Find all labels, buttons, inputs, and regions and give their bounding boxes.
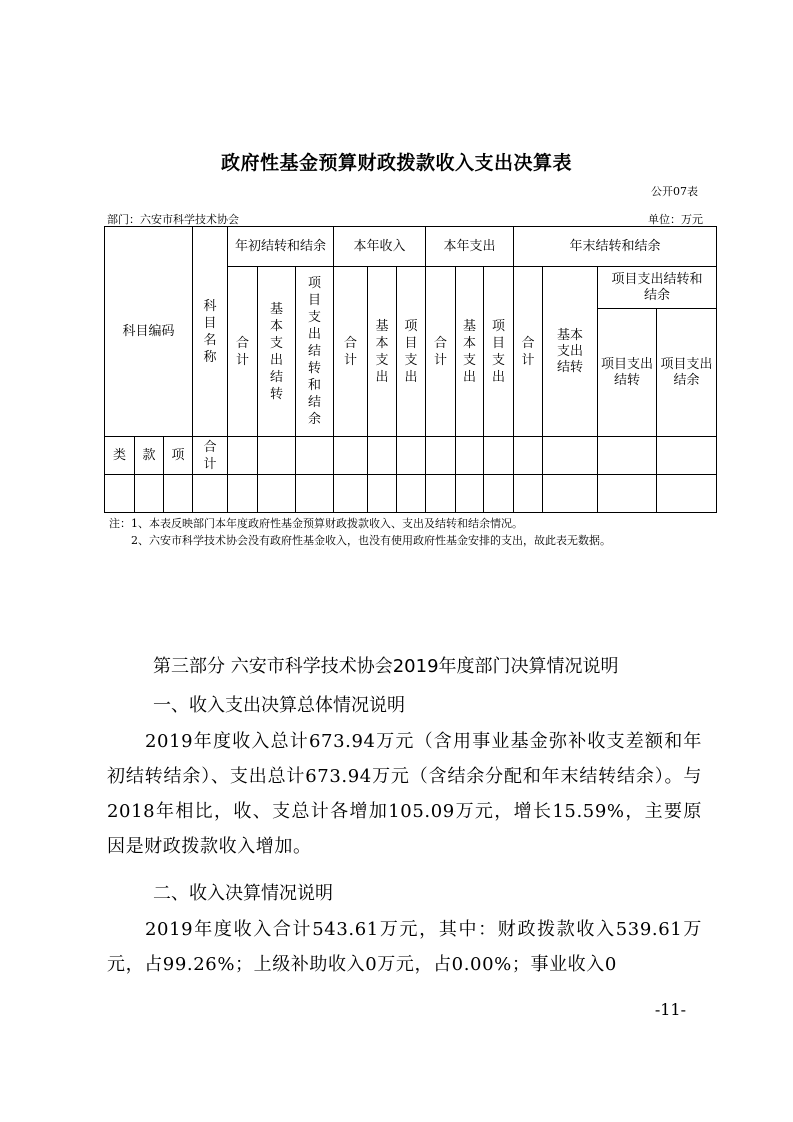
table-cell [193,475,228,513]
form-number: 公开07表 [651,185,698,198]
table-cell [657,475,717,513]
begin-project-carry-surplus: 项目支出结转和结余 [296,267,334,437]
table-cell [426,475,456,513]
table-cell [296,475,334,513]
begin-total: 合计 [228,267,258,437]
department-label: 部门：六安市科学技术协会 [107,213,239,226]
table-cell [228,475,258,513]
table-cell [426,437,456,475]
subsection-title-2: 二、收入决算情况说明 [153,883,333,904]
expense-group-header: 本年支出 [426,227,514,267]
expense-total: 合计 [426,267,456,437]
table-cell [258,475,296,513]
table-cell [514,437,543,475]
table-cell [598,475,657,513]
code-header: 科目编码 [105,227,193,437]
table-cell [164,475,193,513]
table-cell [543,437,598,475]
page-title: 政府性基金预算财政拨款收入支出决算表 [220,152,572,174]
begin-basic-carry: 基本支出结转 [258,267,296,437]
table-cell [484,475,514,513]
end-project-group-header: 项目支出结转和结余 [598,267,717,309]
table-cell [598,437,657,475]
table-cell [368,437,397,475]
table-cell [514,475,543,513]
page-number: -11- [654,1000,686,1019]
income-total: 合计 [334,267,368,437]
table-cell [296,437,334,475]
table-cell [456,475,484,513]
end-group-header: 年末结转和结余 [514,227,717,267]
table-cell [135,475,164,513]
table-cell [105,475,135,513]
table-cell [368,475,397,513]
row-total-label: 合计 [193,437,228,475]
end-basic-carry: 基本支出结转 [543,267,598,437]
table-cell [334,475,368,513]
table-cell [543,475,598,513]
paragraph-2: 2019年度收入合计543.61万元，其中：财政拨款收入539.61万元，占99.26%；上级补助收入0万元，占0.00%；事业收入0 [107,919,702,975]
paragraph-1: 2019年度收入总计673.94万元（含用事业基金弥补收支差额和年初结转结余）、支出总计673.94万元（含结余分配和年末结转结余）。与2018年相比，收、支总计各增加105.09万元，增长15.59%，主要原因是财政拨款收入增加。 [107,731,702,857]
table-cell [397,475,426,513]
kuan-header: 款 [135,437,164,475]
end-project-carry: 项目支出结转 [598,309,657,437]
unit-label: 单位：万元 [648,213,703,226]
table-note-1: 注：1、本表反映部门本年度政府性基金预算财政拨款收入、支出及结转和结余情况。 [109,517,523,530]
end-total: 合计 [514,267,543,437]
budget-table [104,226,717,513]
table-note-2: 2、六安市科学技术协会没有政府性基金收入，也没有使用政府性基金安排的支出，故此表无数据。 [131,534,611,547]
expense-basic: 基本支出 [456,267,484,437]
end-project-surplus: 项目支出结余 [657,309,717,437]
table-cell [334,437,368,475]
table-cell [258,437,296,475]
table-cell [484,437,514,475]
table-cell [228,437,258,475]
subsection-title-1: 一、收入支出决算总体情况说明 [153,695,405,716]
section-title: 第三部分 六安市科学技术协会2019年度部门决算情况说明 [153,656,619,677]
income-group-header: 本年收入 [334,227,426,267]
name-header: 科目名称 [193,227,228,437]
income-basic: 基本支出 [368,267,397,437]
table-cell [657,437,717,475]
begin-group-header: 年初结转和结余 [228,227,334,267]
table-cell [456,437,484,475]
xiang-header: 项 [164,437,193,475]
table-cell [397,437,426,475]
lei-header: 类 [105,437,135,475]
expense-project: 项目支出 [484,267,514,437]
income-project: 项目支出 [397,267,426,437]
